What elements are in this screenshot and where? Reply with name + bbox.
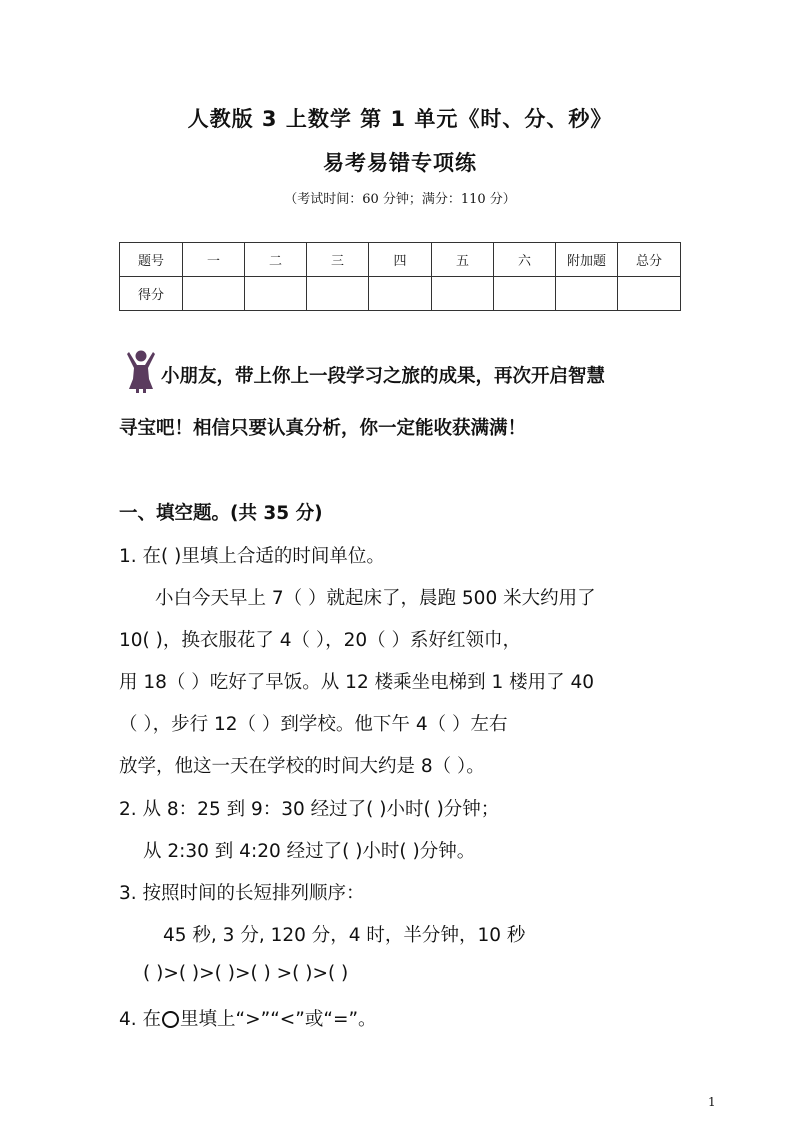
- question-2-line-1: 2. 从 8：25 到 9：30 经过了( )小时( )分钟；: [119, 799, 500, 820]
- question-4-stem-start: 4. 在: [119, 1009, 162, 1030]
- score-cell: [183, 277, 245, 311]
- table-cell: 总分: [618, 243, 681, 277]
- question-1-line: 用 18（ ）吃好了早饭。从 12 楼乘坐电梯到 1 楼用了 40: [119, 672, 595, 693]
- table-cell: 二: [245, 243, 307, 277]
- page-title: 人教版 3 上数学 第 1 单元《时、分、秒》: [187, 107, 613, 131]
- table-cell-label: 题号: [120, 243, 183, 277]
- intro-line-2: 寻宝吧！相信只要认真分析，你一定能收获满满！: [119, 418, 527, 439]
- score-cell: [369, 277, 432, 311]
- table-cell: 附加题: [556, 243, 618, 277]
- table-cell-label: 得分: [120, 277, 183, 311]
- table-cell: 一: [183, 243, 245, 277]
- section-heading: 一、填空题。(共 35 分): [119, 503, 323, 524]
- score-cell: [618, 277, 681, 311]
- page-number: 1: [708, 1095, 716, 1109]
- question-4-stem-end: 里填上“>”“<”或“=”。: [180, 1009, 377, 1030]
- score-table-header-row: [120, 243, 681, 277]
- question-1-line: 小白今天早上 7（ ）就起床了，晨跑 500 米大约用了: [155, 588, 596, 609]
- question-2-line-2: 从 2:30 到 4:20 经过了( )小时( )分钟。: [143, 841, 476, 862]
- question-3-answer-line: ( )>( )>( )>( ) >( )>( ): [143, 963, 349, 984]
- table-cell: 五: [432, 243, 494, 277]
- score-cell: [432, 277, 494, 311]
- question-1-line: 10( )，换衣服花了 4（ ），20（ ）系好红领巾，: [119, 630, 522, 651]
- table-cell: 四: [369, 243, 432, 277]
- question-3-items: 45 秒, 3 分, 120 分，4 时，半分钟，10 秒: [163, 925, 526, 946]
- score-table-score-row: [120, 277, 681, 311]
- question-1-line: 放学，他这一天在学校的时间大约是 8（ ）。: [119, 756, 485, 777]
- score-cell: [494, 277, 556, 311]
- question-4-stem: [119, 1005, 377, 1031]
- score-table: [119, 242, 681, 311]
- circle-icon: [162, 1011, 179, 1028]
- page-subtitle: 易考易错专项练: [323, 151, 477, 175]
- cheering-girl-icon: [126, 349, 156, 393]
- score-cell: [307, 277, 369, 311]
- table-cell: 六: [494, 243, 556, 277]
- score-cell: [245, 277, 307, 311]
- question-3-stem: 3. 按照时间的长短排列顺序：: [119, 883, 365, 904]
- question-1-line: （ ），步行 12（ ）到学校。他下午 4（ ）左右: [119, 714, 508, 735]
- exam-info: （考试时间：60 分钟；满分：110 分）: [284, 192, 516, 207]
- question-1-stem: 1. 在( )里填上合适的时间单位。: [119, 546, 385, 567]
- score-cell: [556, 277, 618, 311]
- intro-line-1: 小朋友，带上你上一段学习之旅的成果，再次开启智慧: [161, 366, 606, 387]
- table-cell: 三: [307, 243, 369, 277]
